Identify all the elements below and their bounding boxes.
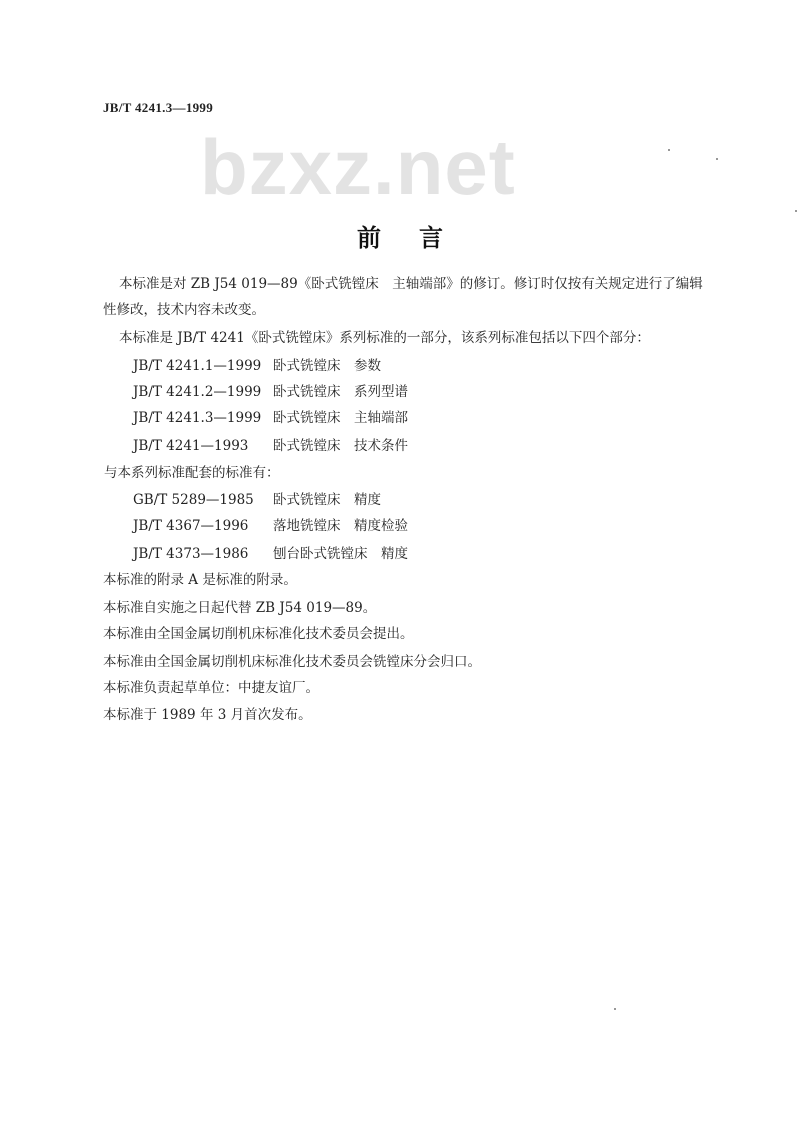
series-item	[133, 360, 381, 374]
closing-line: 本标准由全国金属切削机床标准化技术委员会提出。	[103, 626, 414, 642]
series-item-code: JB/T 4241.3—1999	[133, 410, 262, 426]
scan-speck	[668, 149, 670, 151]
series-item	[133, 440, 408, 454]
intro-line-3: 本标准是 JB/T 4241《卧式铣镗床》系列标准的一部分，该系列标准包括以下四个部分：	[119, 330, 650, 346]
scan-speck	[614, 1008, 616, 1010]
companion-item-code: JB/T 4367—1996	[133, 518, 249, 534]
companion-item-name: 卧式铣镗床 精度	[273, 492, 381, 508]
companion-item-name: 刨台卧式铣镗床 精度	[273, 546, 408, 562]
series-item-name: 卧式铣镗床 技术条件	[273, 438, 408, 454]
companion-item-code: GB/T 5289—1985	[133, 492, 254, 508]
closing-line: 本标准由全国金属切削机床标准化技术委员会铣镗床分会归口。	[103, 654, 481, 670]
series-item-code: JB/T 4241.1—1999	[133, 358, 262, 374]
watermark: bzxz.net	[200, 123, 516, 211]
page-title: 前言	[357, 224, 481, 252]
series-item-name: 卧式铣镗床 参数	[273, 358, 381, 374]
series-item	[133, 386, 408, 400]
intro-line-1: 本标准是对 ZB J54 019—89《卧式铣镗床 主轴端部》的修订。修订时仅按有关规定进行了编辑	[119, 276, 703, 292]
closing-line: 本标准负责起草单位：中捷友谊厂。	[103, 680, 319, 696]
series-item-code: JB/T 4241.2—1999	[133, 384, 262, 400]
series-item-name: 卧式铣镗床 主轴端部	[273, 410, 408, 426]
companion-intro: 与本系列标准配套的标准有：	[104, 465, 280, 481]
scan-speck	[795, 210, 797, 212]
series-item-code: JB/T 4241—1993	[133, 438, 249, 454]
scan-speck	[716, 158, 718, 160]
standard-code-header: JB/T 4241.3—1999	[103, 100, 214, 115]
companion-item	[133, 494, 381, 508]
companion-item	[133, 520, 408, 534]
series-item-name: 卧式铣镗床 系列型谱	[273, 384, 408, 400]
closing-line: 本标准的附录 A 是标准的附录。	[103, 572, 297, 588]
series-item	[133, 412, 408, 426]
closing-line: 本标准于 1989 年 3 月首次发布。	[103, 707, 312, 723]
companion-item	[133, 548, 408, 562]
intro-line-2: 性修改，技术内容未改变。	[103, 302, 265, 318]
companion-item-name: 落地铣镗床 精度检验	[273, 518, 408, 534]
closing-line: 本标准自实施之日起代替 ZB J54 019—89。	[103, 600, 377, 616]
companion-item-code: JB/T 4373—1986	[133, 546, 249, 562]
